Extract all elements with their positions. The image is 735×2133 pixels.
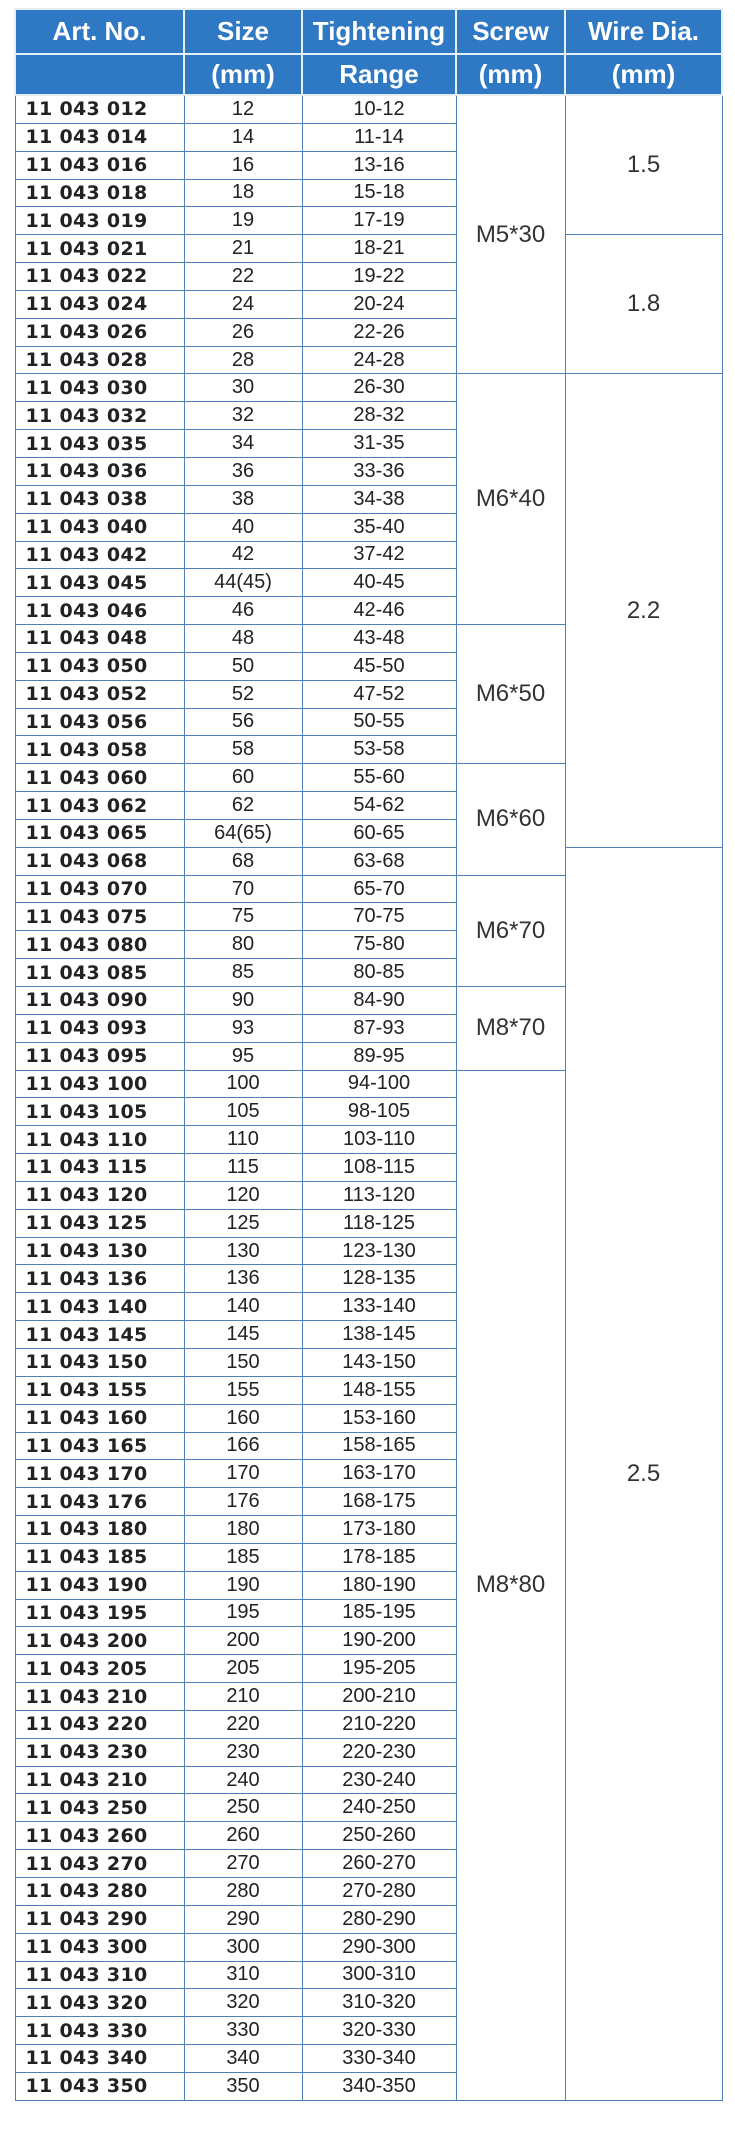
tightening-range-cell: 19-22	[302, 263, 456, 291]
size-cell: 60	[184, 764, 302, 792]
art-no-cell: 11 043 110	[15, 1126, 184, 1154]
tightening-range-cell: 220-230	[302, 1738, 456, 1766]
header-row-2	[15, 54, 722, 95]
size-cell: 46	[184, 597, 302, 625]
header-wire-dia: Wire Dia.	[565, 9, 722, 54]
size-cell: 48	[184, 625, 302, 653]
tightening-range-cell: 133-140	[302, 1293, 456, 1321]
size-cell: 310	[184, 1961, 302, 1989]
tightening-range-cell: 270-280	[302, 1878, 456, 1906]
art-no-cell: 11 043 050	[15, 652, 184, 680]
size-cell: 280	[184, 1878, 302, 1906]
tightening-range-cell: 13-16	[302, 151, 456, 179]
tightening-range-cell: 190-200	[302, 1627, 456, 1655]
tightening-range-cell: 178-185	[302, 1543, 456, 1571]
art-no-cell: 11 043 350	[15, 2072, 184, 2100]
header-art-no-blank	[15, 54, 184, 95]
tightening-range-cell: 22-26	[302, 318, 456, 346]
size-cell: 26	[184, 318, 302, 346]
size-cell: 260	[184, 1822, 302, 1850]
art-no-cell: 11 043 160	[15, 1404, 184, 1432]
size-cell: 36	[184, 457, 302, 485]
wire-dia-cell: 2.2	[565, 374, 722, 847]
tightening-range-cell: 128-135	[302, 1265, 456, 1293]
tightening-range-cell: 163-170	[302, 1460, 456, 1488]
art-no-cell: 11 043 046	[15, 597, 184, 625]
tightening-range-cell: 70-75	[302, 903, 456, 931]
size-cell: 16	[184, 151, 302, 179]
tightening-range-cell: 180-190	[302, 1571, 456, 1599]
tightening-range-cell: 260-270	[302, 1850, 456, 1878]
art-no-cell: 11 043 230	[15, 1738, 184, 1766]
size-cell: 93	[184, 1014, 302, 1042]
size-cell: 330	[184, 2017, 302, 2045]
size-cell: 80	[184, 931, 302, 959]
art-no-cell: 11 043 021	[15, 235, 184, 263]
tightening-range-cell: 50-55	[302, 708, 456, 736]
size-cell: 210	[184, 1683, 302, 1711]
tightening-range-cell: 153-160	[302, 1404, 456, 1432]
size-cell: 166	[184, 1432, 302, 1460]
art-no-cell: 11 043 052	[15, 680, 184, 708]
tightening-range-cell: 310-320	[302, 1989, 456, 2017]
art-no-cell: 11 043 330	[15, 2017, 184, 2045]
size-cell: 40	[184, 513, 302, 541]
art-no-cell: 11 043 080	[15, 931, 184, 959]
size-cell: 12	[184, 95, 302, 123]
art-no-cell: 11 043 065	[15, 819, 184, 847]
wire-dia-cell: 1.8	[565, 235, 722, 374]
tightening-range-cell: 148-155	[302, 1376, 456, 1404]
tightening-range-cell: 250-260	[302, 1822, 456, 1850]
header-tightening: Tightening	[302, 9, 456, 54]
table-header	[15, 9, 722, 95]
size-cell: 38	[184, 485, 302, 513]
size-cell: 42	[184, 541, 302, 569]
size-cell: 18	[184, 179, 302, 207]
tightening-range-cell: 31-35	[302, 430, 456, 458]
screw-cell: M5*30	[456, 95, 565, 374]
art-no-cell: 11 043 270	[15, 1850, 184, 1878]
art-no-cell: 11 043 045	[15, 569, 184, 597]
size-cell: 56	[184, 708, 302, 736]
tightening-range-cell: 34-38	[302, 485, 456, 513]
size-cell: 50	[184, 652, 302, 680]
art-no-cell: 11 043 130	[15, 1237, 184, 1265]
screw-cell: M6*50	[456, 625, 565, 764]
art-no-cell: 11 043 058	[15, 736, 184, 764]
table-body	[15, 95, 722, 2100]
size-cell: 170	[184, 1460, 302, 1488]
tightening-range-cell: 47-52	[302, 680, 456, 708]
size-cell: 85	[184, 959, 302, 987]
tightening-range-cell: 11-14	[302, 123, 456, 151]
size-cell: 180	[184, 1516, 302, 1544]
art-no-cell: 11 043 070	[15, 875, 184, 903]
art-no-cell: 11 043 300	[15, 1933, 184, 1961]
tightening-range-cell: 168-175	[302, 1488, 456, 1516]
header-size-unit: (mm)	[184, 54, 302, 95]
tightening-range-cell: 98-105	[302, 1098, 456, 1126]
art-no-cell: 11 043 105	[15, 1098, 184, 1126]
tightening-range-cell: 43-48	[302, 625, 456, 653]
tightening-range-cell: 330-340	[302, 2045, 456, 2073]
tightening-range-cell: 75-80	[302, 931, 456, 959]
tightening-range-cell: 320-330	[302, 2017, 456, 2045]
tightening-range-cell: 118-125	[302, 1209, 456, 1237]
tightening-range-cell: 138-145	[302, 1321, 456, 1349]
tightening-range-cell: 210-220	[302, 1710, 456, 1738]
tightening-range-cell: 26-30	[302, 374, 456, 402]
tightening-range-cell: 158-165	[302, 1432, 456, 1460]
size-cell: 58	[184, 736, 302, 764]
art-no-cell: 11 043 014	[15, 123, 184, 151]
product-spec-table-wrapper	[14, 8, 723, 2101]
tightening-range-cell: 89-95	[302, 1042, 456, 1070]
size-cell: 145	[184, 1321, 302, 1349]
size-cell: 32	[184, 402, 302, 430]
size-cell: 44(45)	[184, 569, 302, 597]
size-cell: 52	[184, 680, 302, 708]
tightening-range-cell: 40-45	[302, 569, 456, 597]
size-cell: 200	[184, 1627, 302, 1655]
tightening-range-cell: 35-40	[302, 513, 456, 541]
art-no-cell: 11 043 176	[15, 1488, 184, 1516]
art-no-cell: 11 043 012	[15, 95, 184, 123]
tightening-range-cell: 340-350	[302, 2072, 456, 2100]
size-cell: 270	[184, 1850, 302, 1878]
header-range: Range	[302, 54, 456, 95]
size-cell: 22	[184, 263, 302, 291]
size-cell: 140	[184, 1293, 302, 1321]
art-no-cell: 11 043 136	[15, 1265, 184, 1293]
art-no-cell: 11 043 016	[15, 151, 184, 179]
size-cell: 105	[184, 1098, 302, 1126]
art-no-cell: 11 043 250	[15, 1794, 184, 1822]
art-no-cell: 11 043 260	[15, 1822, 184, 1850]
size-cell: 34	[184, 430, 302, 458]
tightening-range-cell: 123-130	[302, 1237, 456, 1265]
art-no-cell: 11 043 024	[15, 290, 184, 318]
art-no-cell: 11 043 185	[15, 1543, 184, 1571]
art-no-cell: 11 043 115	[15, 1154, 184, 1182]
art-no-cell: 11 043 120	[15, 1181, 184, 1209]
art-no-cell: 11 043 028	[15, 346, 184, 374]
art-no-cell: 11 043 036	[15, 457, 184, 485]
art-no-cell: 11 043 026	[15, 318, 184, 346]
art-no-cell: 11 043 019	[15, 207, 184, 235]
size-cell: 320	[184, 1989, 302, 2017]
screw-cell: M6*70	[456, 875, 565, 986]
tightening-range-cell: 94-100	[302, 1070, 456, 1098]
art-no-cell: 11 043 042	[15, 541, 184, 569]
size-cell: 30	[184, 374, 302, 402]
art-no-cell: 11 043 290	[15, 1905, 184, 1933]
size-cell: 205	[184, 1655, 302, 1683]
tightening-range-cell: 42-46	[302, 597, 456, 625]
size-cell: 21	[184, 235, 302, 263]
tightening-range-cell: 80-85	[302, 959, 456, 987]
art-no-cell: 11 043 100	[15, 1070, 184, 1098]
size-cell: 160	[184, 1404, 302, 1432]
header-size: Size	[184, 9, 302, 54]
size-cell: 240	[184, 1766, 302, 1794]
tightening-range-cell: 103-110	[302, 1126, 456, 1154]
screw-cell: M8*70	[456, 987, 565, 1071]
tightening-range-cell: 87-93	[302, 1014, 456, 1042]
art-no-cell: 11 043 125	[15, 1209, 184, 1237]
art-no-cell: 11 043 170	[15, 1460, 184, 1488]
table-row	[15, 374, 722, 402]
tightening-range-cell: 84-90	[302, 987, 456, 1015]
header-row-1	[15, 9, 722, 54]
tightening-range-cell: 20-24	[302, 290, 456, 318]
size-cell: 350	[184, 2072, 302, 2100]
table-row	[15, 235, 722, 263]
art-no-cell: 11 043 320	[15, 1989, 184, 2017]
art-no-cell: 11 043 095	[15, 1042, 184, 1070]
size-cell: 195	[184, 1599, 302, 1627]
art-no-cell: 11 043 090	[15, 987, 184, 1015]
size-cell: 220	[184, 1710, 302, 1738]
art-no-cell: 11 043 195	[15, 1599, 184, 1627]
tightening-range-cell: 63-68	[302, 847, 456, 875]
tightening-range-cell: 290-300	[302, 1933, 456, 1961]
art-no-cell: 11 043 165	[15, 1432, 184, 1460]
tightening-range-cell: 45-50	[302, 652, 456, 680]
size-cell: 64(65)	[184, 819, 302, 847]
art-no-cell: 11 043 040	[15, 513, 184, 541]
tightening-range-cell: 60-65	[302, 819, 456, 847]
tightening-range-cell: 173-180	[302, 1516, 456, 1544]
size-cell: 14	[184, 123, 302, 151]
tightening-range-cell: 33-36	[302, 457, 456, 485]
size-cell: 24	[184, 290, 302, 318]
size-cell: 290	[184, 1905, 302, 1933]
product-spec-table	[14, 8, 723, 2101]
size-cell: 176	[184, 1488, 302, 1516]
tightening-range-cell: 300-310	[302, 1961, 456, 1989]
size-cell: 19	[184, 207, 302, 235]
header-art-no: Art. No.	[15, 9, 184, 54]
art-no-cell: 11 043 150	[15, 1348, 184, 1376]
size-cell: 75	[184, 903, 302, 931]
size-cell: 155	[184, 1376, 302, 1404]
art-no-cell: 11 043 062	[15, 792, 184, 820]
art-no-cell: 11 043 190	[15, 1571, 184, 1599]
tightening-range-cell: 18-21	[302, 235, 456, 263]
size-cell: 90	[184, 987, 302, 1015]
art-no-cell: 11 043 210	[15, 1766, 184, 1794]
table-row	[15, 847, 722, 875]
size-cell: 110	[184, 1126, 302, 1154]
art-no-cell: 11 043 093	[15, 1014, 184, 1042]
size-cell: 150	[184, 1348, 302, 1376]
tightening-range-cell: 65-70	[302, 875, 456, 903]
tightening-range-cell: 108-115	[302, 1154, 456, 1182]
header-screw-unit: (mm)	[456, 54, 565, 95]
art-no-cell: 11 043 048	[15, 625, 184, 653]
art-no-cell: 11 043 200	[15, 1627, 184, 1655]
size-cell: 115	[184, 1154, 302, 1182]
wire-dia-cell: 2.5	[565, 847, 722, 2100]
size-cell: 68	[184, 847, 302, 875]
art-no-cell: 11 043 038	[15, 485, 184, 513]
size-cell: 130	[184, 1237, 302, 1265]
art-no-cell: 11 043 205	[15, 1655, 184, 1683]
size-cell: 120	[184, 1181, 302, 1209]
tightening-range-cell: 15-18	[302, 179, 456, 207]
screw-cell: M6*40	[456, 374, 565, 625]
art-no-cell: 11 043 056	[15, 708, 184, 736]
size-cell: 125	[184, 1209, 302, 1237]
art-no-cell: 11 043 060	[15, 764, 184, 792]
art-no-cell: 11 043 022	[15, 263, 184, 291]
art-no-cell: 11 043 075	[15, 903, 184, 931]
size-cell: 340	[184, 2045, 302, 2073]
size-cell: 95	[184, 1042, 302, 1070]
tightening-range-cell: 240-250	[302, 1794, 456, 1822]
header-wire-unit: (mm)	[565, 54, 722, 95]
art-no-cell: 11 043 140	[15, 1293, 184, 1321]
art-no-cell: 11 043 035	[15, 430, 184, 458]
tightening-range-cell: 195-205	[302, 1655, 456, 1683]
size-cell: 190	[184, 1571, 302, 1599]
tightening-range-cell: 54-62	[302, 792, 456, 820]
art-no-cell: 11 043 155	[15, 1376, 184, 1404]
size-cell: 28	[184, 346, 302, 374]
size-cell: 230	[184, 1738, 302, 1766]
tightening-range-cell: 53-58	[302, 736, 456, 764]
screw-cell: M6*60	[456, 764, 565, 875]
header-screw: Screw	[456, 9, 565, 54]
tightening-range-cell: 37-42	[302, 541, 456, 569]
tightening-range-cell: 28-32	[302, 402, 456, 430]
tightening-range-cell: 113-120	[302, 1181, 456, 1209]
art-no-cell: 11 043 145	[15, 1321, 184, 1349]
art-no-cell: 11 043 210	[15, 1683, 184, 1711]
art-no-cell: 11 043 340	[15, 2045, 184, 2073]
art-no-cell: 11 043 032	[15, 402, 184, 430]
size-cell: 70	[184, 875, 302, 903]
table-row	[15, 95, 722, 123]
size-cell: 185	[184, 1543, 302, 1571]
tightening-range-cell: 55-60	[302, 764, 456, 792]
art-no-cell: 11 043 220	[15, 1710, 184, 1738]
tightening-range-cell: 185-195	[302, 1599, 456, 1627]
size-cell: 136	[184, 1265, 302, 1293]
art-no-cell: 11 043 310	[15, 1961, 184, 1989]
size-cell: 100	[184, 1070, 302, 1098]
tightening-range-cell: 143-150	[302, 1348, 456, 1376]
art-no-cell: 11 043 030	[15, 374, 184, 402]
art-no-cell: 11 043 085	[15, 959, 184, 987]
art-no-cell: 11 043 180	[15, 1516, 184, 1544]
tightening-range-cell: 10-12	[302, 95, 456, 123]
size-cell: 300	[184, 1933, 302, 1961]
tightening-range-cell: 230-240	[302, 1766, 456, 1794]
tightening-range-cell: 280-290	[302, 1905, 456, 1933]
tightening-range-cell: 24-28	[302, 346, 456, 374]
tightening-range-cell: 200-210	[302, 1683, 456, 1711]
art-no-cell: 11 043 068	[15, 847, 184, 875]
art-no-cell: 11 043 018	[15, 179, 184, 207]
tightening-range-cell: 17-19	[302, 207, 456, 235]
art-no-cell: 11 043 280	[15, 1878, 184, 1906]
size-cell: 62	[184, 792, 302, 820]
size-cell: 250	[184, 1794, 302, 1822]
wire-dia-cell: 1.5	[565, 95, 722, 235]
screw-cell: M8*80	[456, 1070, 565, 2100]
